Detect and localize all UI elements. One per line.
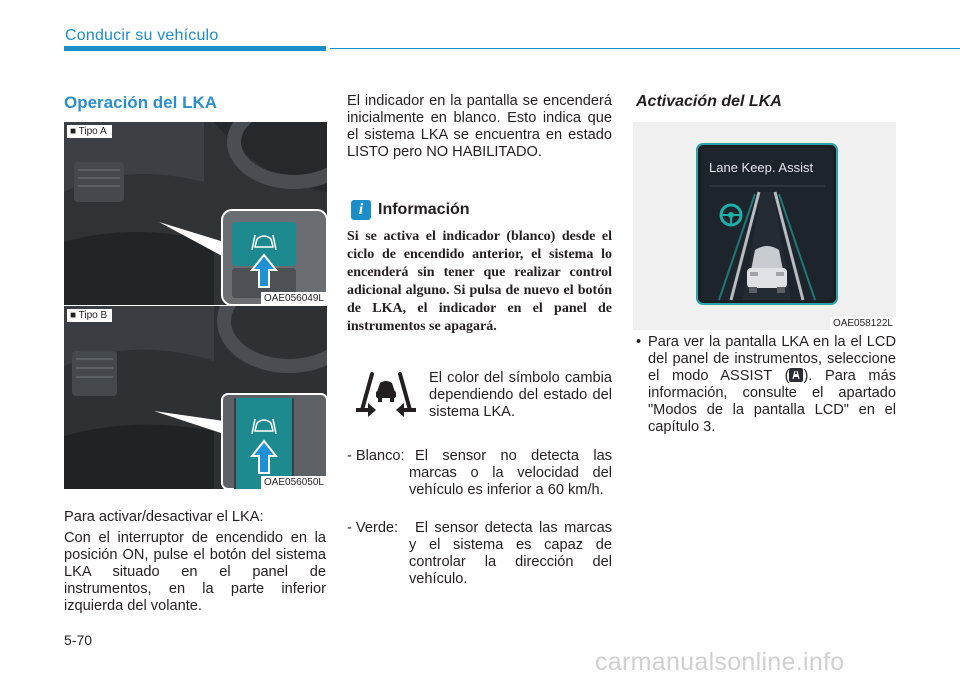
assist-mode-icon <box>789 368 803 382</box>
assist-bullet-text-2: ). Para más información, consulte el apartado "Modos de la pantalla LCD" en el capítulo 3. <box>648 368 896 435</box>
assist-mode-bullet <box>636 334 896 436</box>
lcd-figure-code: OAE058122L <box>830 317 896 330</box>
dashboard-illustration-b <box>64 306 327 489</box>
figure-b-label: ■ Tipo B <box>67 309 112 322</box>
header-rule-thick <box>64 46 326 51</box>
white-state-label: - Blanco: <box>347 448 405 464</box>
lka-activation-heading: Activación del LKA <box>636 93 782 110</box>
figure-b-code: OAE056050L <box>261 476 327 489</box>
info-body: Si se activa el indicador (blanco) desde el ciclo de encendido anterior, el sistema lo encenderá sin tener que realizar control adicional alguno. Si pulsa de nuevo el botón de LKA, el indicador en el panel de instrumentos se apagará. <box>347 229 612 334</box>
figure-a-code: OAE056049L <box>261 292 327 305</box>
green-state-label: - Verde: <box>347 520 399 536</box>
bullet-dot: • <box>636 334 642 350</box>
green-state-text: El sensor detecta las marcas y el sistema es capaz de controlar la dirección del vehículo. <box>409 520 612 587</box>
symbol-color-text: El color del símbolo cambia dependiendo del estado del sistema LKA. <box>429 370 612 420</box>
activate-instruction: Para activar/desactivar el LKA: <box>64 509 264 525</box>
indicator-paragraph: El indicador en la pantalla se encenderá inicialmente en blanco. Esto indica que el sistema LKA se encuentra en estado LISTO pero NO HABILITADO. <box>347 93 612 160</box>
info-icon: i <box>351 200 371 220</box>
lka-screen-figure <box>633 122 896 330</box>
activate-description: Con el interruptor de encendido en la posición ON, pulse el botón del sistema LKA situado en el panel de instrumentos, en la parte inferior izquierda del volante. <box>64 530 326 614</box>
page-number: 5-70 <box>64 632 93 648</box>
figure-a-label: ■ Tipo A <box>67 125 112 138</box>
watermark: carmanualsonline.info <box>595 648 845 676</box>
lka-operation-heading: Operación del LKA <box>64 93 218 112</box>
figure-type-a <box>64 122 327 305</box>
lka-lane-symbol-icon <box>352 370 420 420</box>
figure-type-b <box>64 306 327 489</box>
lcd-screen-title: Lane Keep. Assist <box>709 160 814 175</box>
white-state-text: El sensor no detecta las marcas o la velocidad del vehículo es inferior a 60 km/h. <box>409 448 612 498</box>
info-title: Información <box>378 201 470 218</box>
dashboard-illustration-a <box>64 122 327 305</box>
section-title: Conducir su vehículo <box>65 27 219 44</box>
lcd-screen-illustration <box>633 122 896 330</box>
header-rule-thin <box>330 48 960 49</box>
assist-bullet-text-1: Para ver la pantalla LKA en la el LCD del panel de instrumentos, seleccione el modo ASSIST ( <box>648 334 896 384</box>
